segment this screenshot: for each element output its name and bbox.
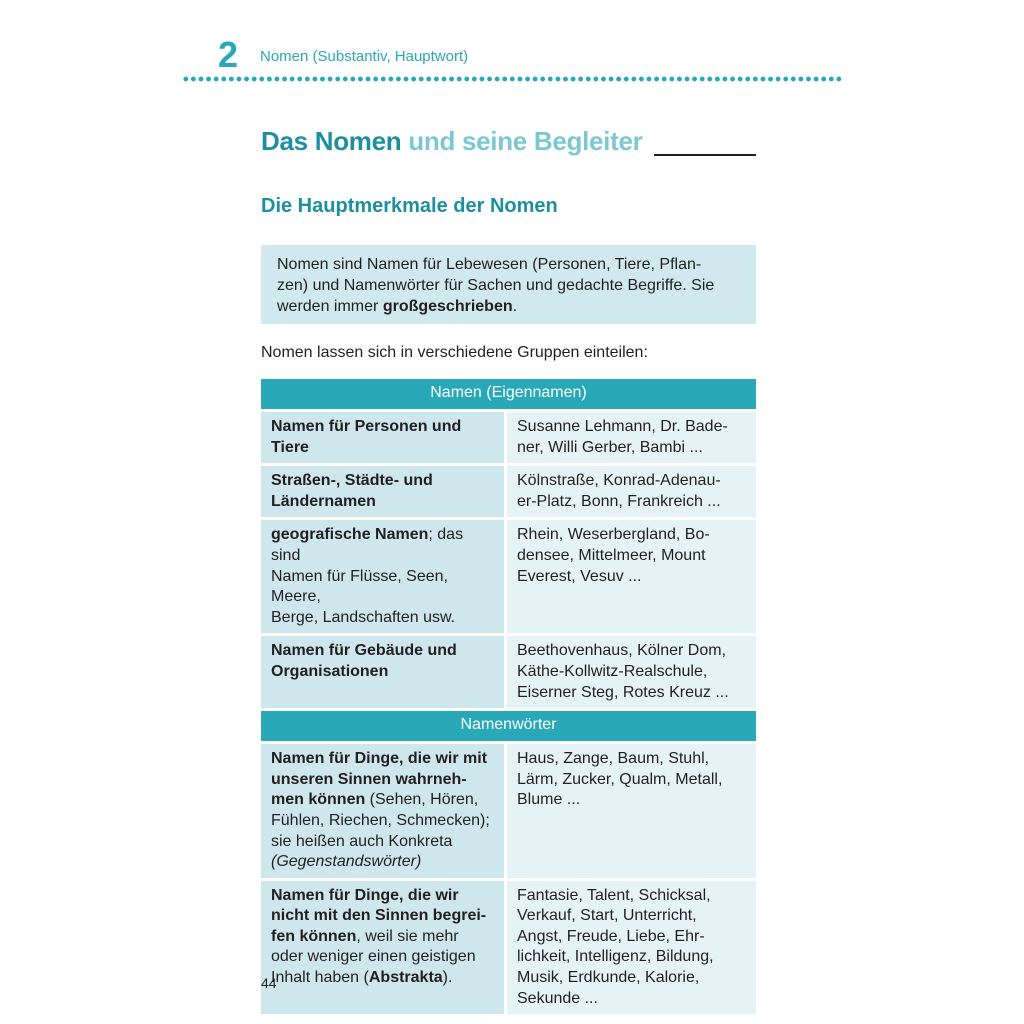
row-examples [506,743,757,880]
page-number: 44 [261,975,277,991]
row-category [261,743,506,880]
category-line: unseren Sinnen wahrneh- [271,770,467,788]
category-line: Namen für Personen und [271,418,462,435]
example-line: Haus, Zange, Baum, Stuhl, [517,750,710,768]
category-bold: geografische Namen [271,526,429,544]
category-line [271,525,496,566]
example-line: Angst, Freude, Liebe, Ehr- [517,927,705,945]
section-title-part2: und seine Begleiter [408,126,643,156]
category-line: Organisationen [271,662,389,680]
category-line: sie heißen auch Konkreta [271,832,453,850]
category-line: Namen für Flüsse, Seen, Meere, [271,567,448,606]
definition-line [277,296,740,317]
example-line: lichkeit, Intelligenz, Bildung, [517,948,714,966]
category-line: Berge, Landschaften usw. [271,608,456,626]
example-line: Lärm, Zucker, Qualm, Metall, [517,770,723,788]
table-row [261,411,756,465]
row-examples [506,465,757,519]
example-line: Kölnstraße, Konrad-Adenau- [517,472,721,490]
definition-box [261,245,756,324]
table-row [261,743,756,880]
definition-emphasis: großgeschrieben [382,298,513,315]
chapter-header [218,34,468,76]
table-band [261,710,756,743]
table-row [261,879,756,1016]
example-line: Fantasie, Talent, Schicksal, [517,886,711,904]
example-line: Susanne Lehmann, Dr. Bade- [517,418,728,435]
row-category [261,635,506,710]
category-bold: fen können [271,927,357,945]
category-line: Straßen-, Städte- und [271,472,433,490]
row-category [261,879,506,1016]
category-line: Namen für Gebäude und [271,642,457,660]
category-bold: Abstrakta [368,969,443,987]
category-line: (Gegenstandswörter) [271,853,422,871]
row-examples [506,519,757,635]
band-label-namenwoerter: Namenwörter [261,710,756,743]
definition-line: Nomen sind Namen für Lebewesen (Personen, Tiere, Pflan- [277,256,702,273]
example-line: Everest, Vesuv ... [517,567,642,585]
category-text: ). [442,969,453,987]
example-line: Sekunde ... [517,989,598,1007]
category-text: , weil sie mehr [356,927,459,945]
definition-line: zen) und Namenwörter für Sachen und gedachte Begriffe. Sie [277,277,715,294]
category-line: Tiere [271,438,309,456]
example-line: Käthe-Kollwitz-Realschule, [517,662,708,680]
chapter-number: 2 [218,34,239,75]
table-row [261,635,756,710]
example-line: Musik, Erdkunde, Kalorie, [517,969,700,987]
category-line: Namen für Dinge, die wir [271,886,459,904]
example-line: Rhein, Weserbergland, Bo- [517,526,710,544]
row-examples [506,879,757,1016]
example-line: Verkauf, Start, Unterricht, [517,907,697,925]
row-category [261,465,506,519]
table-band [261,379,756,411]
chapter-title: Nomen (Substantiv, Hauptwort) [260,48,469,65]
table-row [261,519,756,635]
example-line: ner, Willi Gerber, Bambi ... [517,438,703,456]
example-line: er-Platz, Bonn, Frankreich ... [517,492,721,510]
band-label-eigennamen: Namen (Eigennamen) [261,379,756,411]
subsection-title: Die Hauptmerkmale der Nomen [261,195,558,217]
example-line: densee, Mittelmeer, Mount [517,546,706,564]
category-line: oder weniger einen geistigen [271,948,476,966]
example-line: Blume ... [517,791,581,809]
category-bold: men können [271,791,366,809]
table-row [261,465,756,519]
noun-groups-table [261,379,756,1017]
row-examples [506,411,757,465]
category-line [271,790,496,811]
category-line: Namen für Dinge, die wir mit [271,750,488,768]
definition-text: . [512,298,518,315]
category-line: nicht mit den Sinnen begrei- [271,907,487,925]
section-title [261,126,642,157]
section-title-part1: Das Nomen [261,126,402,156]
example-line: Beethovenhaus, Kölner Dom, [517,642,727,660]
category-text: ; das sind [271,526,464,564]
category-line: Ländernamen [271,492,376,510]
category-line [271,927,496,948]
row-category [261,411,506,465]
row-category [261,519,506,635]
title-underline [654,154,756,156]
example-line: Eiserner Steg, Rotes Kreuz ... [517,683,729,701]
dotted-divider [182,76,844,82]
category-text: (Sehen, Hören, [365,791,479,809]
category-line: Fühlen, Riechen, Schmecken); [271,811,490,829]
category-text: Inhalt haben ( [271,969,369,987]
intro-text: Nomen lassen sich in verschiedene Gruppen einteilen: [261,344,648,361]
row-examples [506,635,757,710]
category-line [271,968,496,989]
definition-text: werden immer [277,298,383,315]
